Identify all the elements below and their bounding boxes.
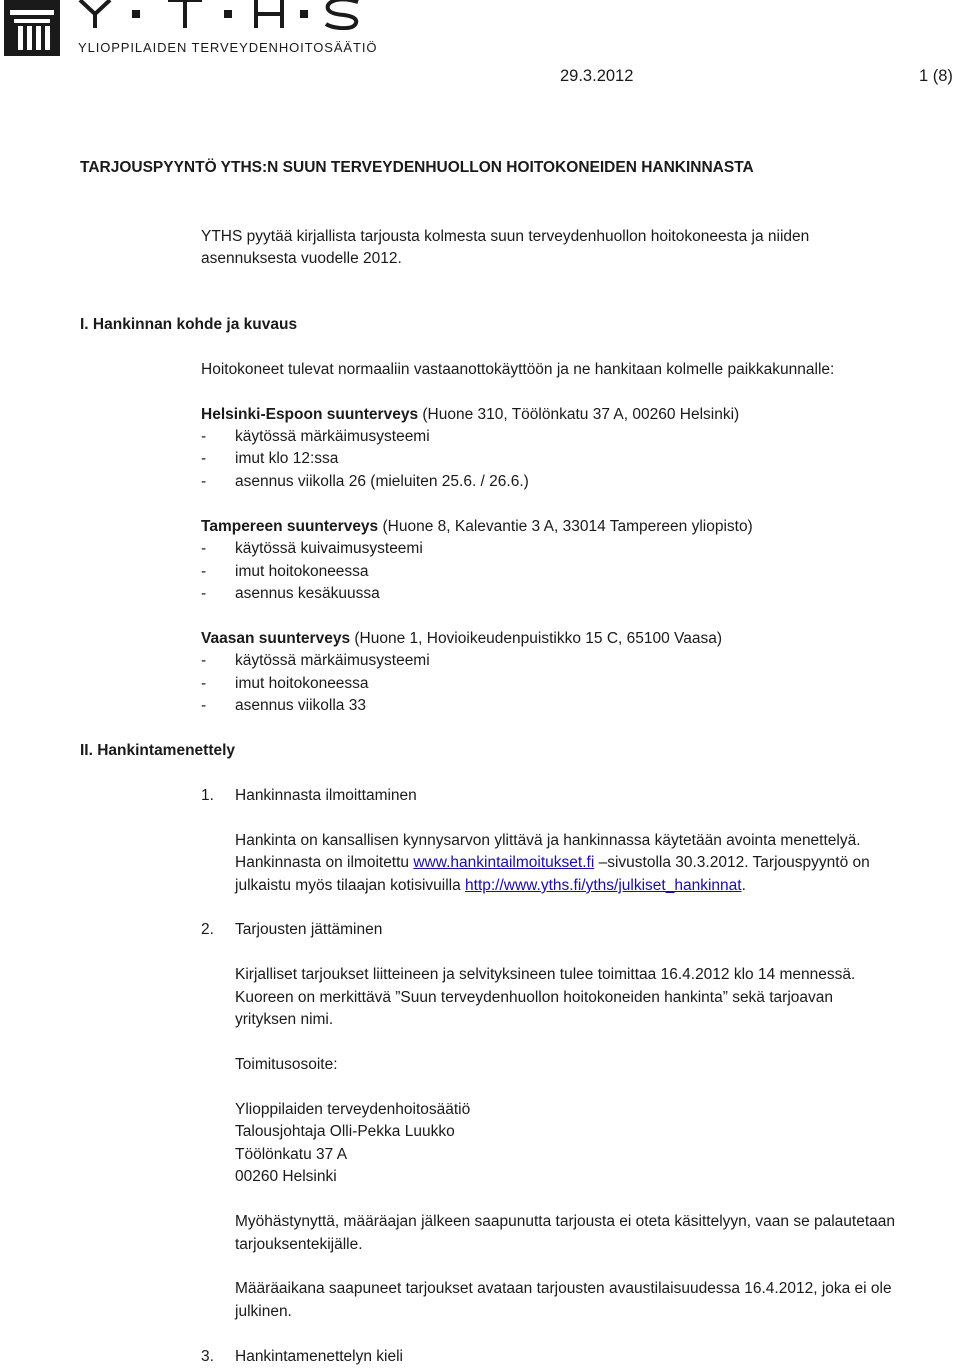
list-item: - käytössä märkäimusysteemi [201, 652, 430, 669]
yths-julkiset-hankinnat-link[interactable]: http://www.yths.fi/yths/julkiset_hankinnat [465, 877, 742, 894]
subsection-1-line-3: julkaistu myös tilaajan kotisivuilla http://www.yths.fi/yths/julkiset_hankinnat. [235, 877, 746, 894]
opening-line-1: Määräaikana saapuneet tarjoukset avataan tarjousten avaustilaisuudessa 16.4.2012, joka ei ole [235, 1280, 892, 1297]
intro-line-2: asennuksesta vuodelle 2012. [201, 250, 402, 267]
address-line: 00260 Helsinki [235, 1168, 337, 1185]
hankintailmoitukset-link[interactable]: www.hankintailmoitukset.fi [413, 854, 595, 871]
opening-line-2: julkinen. [235, 1303, 292, 1320]
subsection-2-para-1-line-2: Kuoreen on merkittävä ”Suun terveydenhuollon hoitokoneiden hankinta” sekä tarjoavan [235, 989, 833, 1006]
list-item: - asennus viikolla 26 (mieluiten 25.6. / 26.6.) [201, 473, 529, 490]
list-item: - imut hoitokoneessa [201, 563, 369, 580]
logo-subtitle: YLIOPPILAIDEN TERVEYDENHOITOSÄÄTIÖ [78, 40, 378, 55]
yths-column-logo-icon [4, 0, 60, 56]
section-2-heading: II. Hankintamenettely [80, 742, 236, 759]
list-item: - imut klo 12:ssa [201, 450, 339, 467]
delivery-address-label: Toimitusosoite: [235, 1056, 338, 1073]
intro-line-1: YTHS pyytää kirjallista tarjousta kolmesta suun terveydenhuollon hoitokoneesta ja niiden [201, 228, 810, 245]
subsection-2-para-1-line-3: yrityksen nimi. [235, 1011, 334, 1028]
document-date: 29.3.2012 [560, 67, 634, 85]
address-line: Talousjohtaja Olli-Pekka Luukko [235, 1123, 455, 1140]
list-item: - imut hoitokoneessa [201, 675, 369, 692]
section-1-intro: Hoitokoneet tulevat normaaliin vastaanottokäyttöön ja ne hankitaan kolmelle paikkakunnalle: [201, 361, 835, 378]
location-helsinki-heading: Helsinki-Espoon suunterveys (Huone 310, Töölönkatu 37 A, 00260 Helsinki) [201, 406, 740, 423]
document-title: TARJOUSPYYNTÖ YTHS:N SUUN TERVEYDENHUOLLON HOITOKONEIDEN HANKINNASTA [80, 159, 754, 176]
list-item: - käytössä kuivaimusysteemi [201, 540, 423, 557]
location-tampere-heading: Tampereen suunterveys (Huone 8, Kalevantie 3 A, 33014 Tampereen yliopisto) [201, 518, 753, 535]
subsection-1-line-1: Hankinta on kansallisen kynnysarvon ylittävä ja hankinnassa käytetään avointa menettelyä. [235, 832, 861, 849]
late-offers-line-1: Myöhästynyttä, määräajan jälkeen saapunutta tarjousta ei oteta käsittelyyn, vaan se palautetaan [235, 1213, 896, 1230]
address-line: Ylioppilaiden terveydenhoitosäätiö [235, 1101, 471, 1118]
subsection-2-heading: 2. Tarjousten jättäminen [201, 921, 383, 938]
address-line: Töölönkatu 37 A [235, 1146, 348, 1163]
list-item: - asennus kesäkuussa [201, 585, 380, 602]
list-item: - käytössä märkäimusysteemi [201, 428, 430, 445]
subsection-1-heading: 1. Hankinnasta ilmoittaminen [201, 787, 417, 804]
yths-wordmark-logo [78, 0, 360, 30]
late-offers-line-2: tarjouksentekijälle. [235, 1236, 363, 1253]
page-number: 1 (8) [919, 67, 953, 85]
subsection-2-para-1-line-1: Kirjalliset tarjoukset liitteineen ja selvityksineen tulee toimittaa 16.4.2012 klo 14 mennessä. [235, 966, 856, 983]
subsection-1-line-2: Hankinnasta on ilmoitettu www.hankintailmoitukset.fi –sivustolla 30.3.2012. Tarjouspyyntö on [235, 854, 870, 871]
subsection-3-heading: 3. Hankintamenettelyn kieli [201, 1348, 404, 1365]
location-vaasa-heading: Vaasan suunterveys (Huone 1, Hovioikeudenpuistikko 15 C, 65100 Vaasa) [201, 630, 723, 647]
section-1-heading: I. Hankinnan kohde ja kuvaus [80, 316, 298, 333]
list-item: - asennus viikolla 33 [201, 697, 366, 714]
